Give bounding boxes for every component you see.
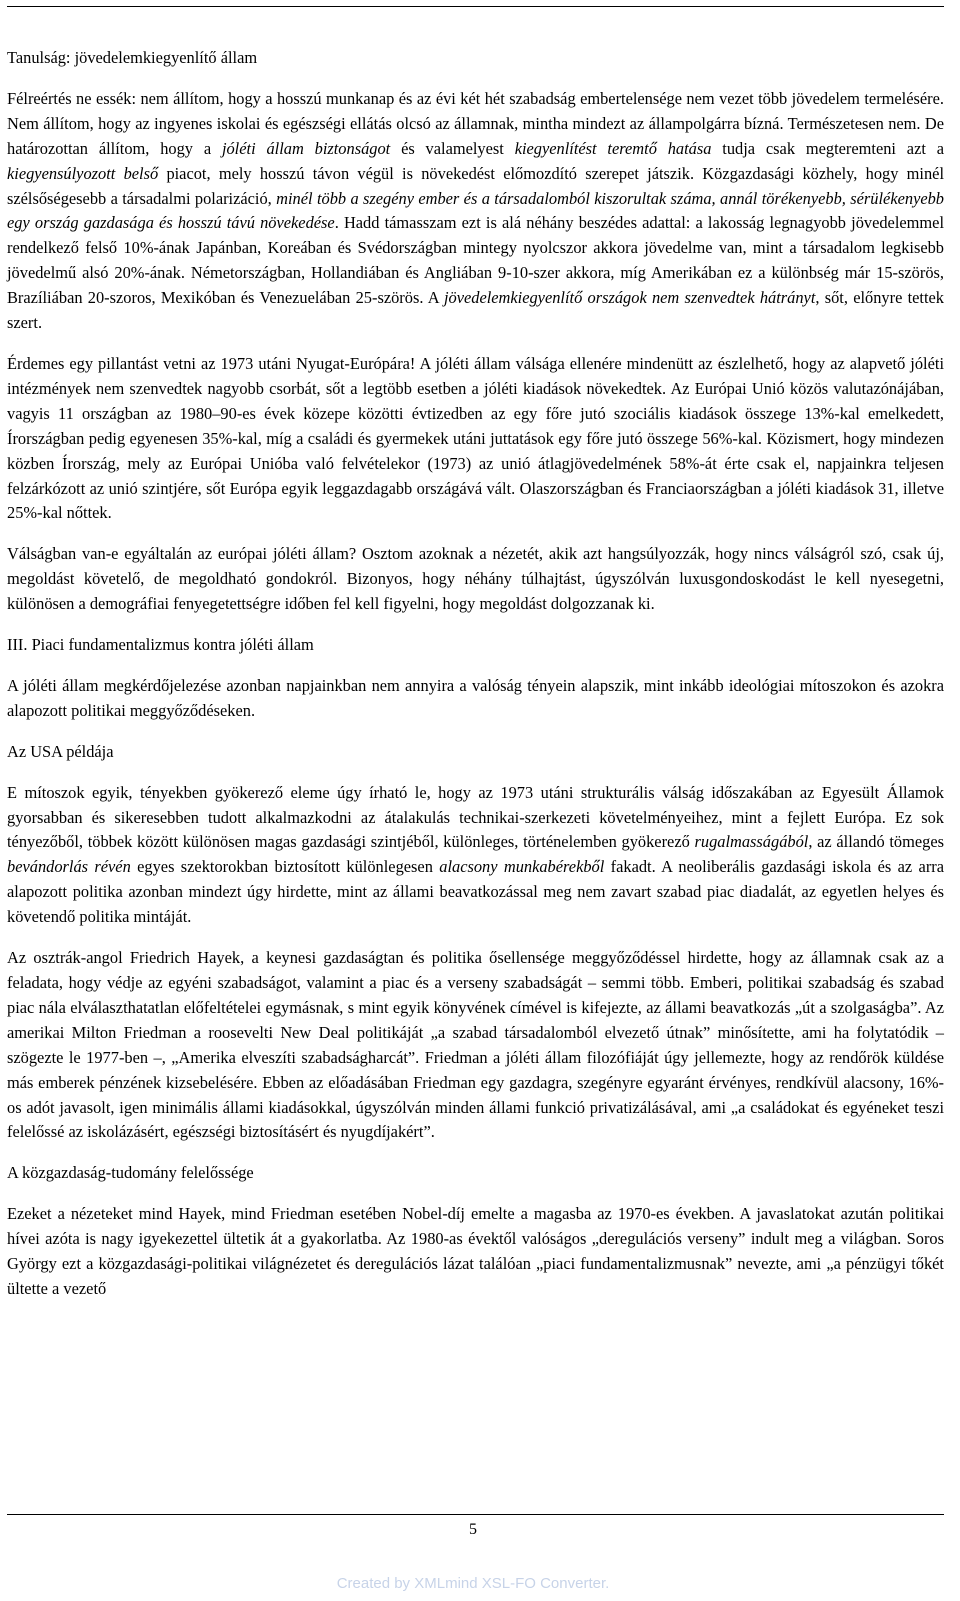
text-run: tudja csak megteremteni azt a xyxy=(711,138,945,158)
text-run: A jóléti állam megkérdőjelezése azonban napjainkban nem annyira a valóság tényein alapszik, mint inkább ideológiai mítoszokon és azokra alapozott politikai meggyőződéseken. xyxy=(7,675,944,720)
text-run: A közgazdaság-tudomány felelőssége xyxy=(7,1163,254,1183)
text-run: fakadt. A neoliberális gazdasági iskola és az arra alapozott politika azonban mindezt úgy hirdette, mint az állami beavatkozással meg nem zavart szabad piac diadalát, az egyetlen helyes és követendő politika mintáját. xyxy=(7,857,945,927)
emphasized-text: kiegyenlítést teremtő hatása xyxy=(514,138,712,158)
page-number: 5 xyxy=(469,1521,477,1538)
text-run: egyes szektorokban biztosított különlegesen xyxy=(130,857,440,877)
text-run: , az állandó tömeges xyxy=(808,832,944,852)
section-heading xyxy=(7,46,944,71)
emphasized-text: bevándorlás révén xyxy=(7,857,131,877)
section-heading xyxy=(7,1161,944,1186)
emphasized-text: alacsony munkabérekből xyxy=(439,857,605,877)
emphasized-text: jövedelemkiegyenlítő országok nem szenvedtek hátrányt xyxy=(443,288,816,308)
emphasized-text: kiegyensúlyozott belső xyxy=(7,163,159,183)
section-heading xyxy=(7,740,944,765)
text-run: piacot, mely hosszú távon végül is növekedést előmozdító szerepet játszik. Közgazdasági közhely, hogy minél szélsőségesebb a társadalmi polarizáció, xyxy=(7,163,944,208)
body-paragraph xyxy=(7,946,944,1145)
body-paragraph xyxy=(7,781,944,930)
emphasized-text: minél több a szegény ember és a társadalomból kiszorultak száma, annál törékenyebb, sérülékenyebb egy ország gazdasága és hosszú távú növekedése xyxy=(7,188,945,233)
body-paragraph xyxy=(7,674,944,724)
text-run: és valamelyest xyxy=(390,138,515,158)
footer-rule xyxy=(7,1514,944,1515)
body-paragraph xyxy=(7,1202,944,1302)
text-run: . Hadd támasszam ezt is alá néhány beszédes adattal: a lakosság legnagyobb jövedelemmel rendelkező felső 10%-ának Japánban, Koreában és Svédországban mintegy nyolcszor akkora jövedelme van, mint a társadalom legkisebb jövedelmű alsó 20%-ának. Németországban, Hollandiában és Angliában 9-10-szer akkora, míg Amerikában ez a különbség már 15-szörös, Brazíliában 20-szoros, Mexikóban és Venezuelában 25-szörös. A xyxy=(7,213,944,308)
text-run: Félreértés ne essék: nem állítom, hogy a hosszú munkanap és az évi két hét szabadság embertelensége nem vezet több jövedelem termelésére. Nem állítom, hogy az ingyenes iskolai és egészségi ellátás olcsó az államnak, mintha mindezt az állampolgárra bízná. Természetesen nem. De határozottan állítom, hogy a xyxy=(7,88,944,158)
emphasized-text: jóléti állam biztonságot xyxy=(221,138,391,158)
text-run: Válságban van-e egyáltalán az európai jóléti állam? Osztom azoknak a nézetét, akik azt hangsúlyozzák, hogy nincs válságról szó, csak új, megoldást követelő, de megoldható gondokról. Bizonyos, hogy néhány túlhajtást, úgyszólván luxusgondoskodást le kell nyesegetni, különösen a demográfiai fenyegetettségre időben fel kell figyelni, hogy megoldást dolgozzanak ki. xyxy=(7,544,944,614)
section-heading xyxy=(7,633,944,658)
text-run: Érdemes egy pillantást vetni az 1973 utáni Nyugat-Európára! A jóléti állam válsága ellenére mindenütt az észlelhető, hogy az alapvető jóléti intézmények nem szenvedtek nagyobb csorbát, sőt a legtöbb esetben a jóléti kiadások növekedtek. Az Európai Unió közös valutazónájában, vagyis 11 országban az 1980–90-es évek közepe közötti évtizedben az egy főre jutó szociális kiadások összege 13%-kal emelkedett, Írországban pedig egyenesen 35%-kal, míg a családi és gyermekek utáni juttatások egy főre jutó összege 56%-kal. Közismert, hogy mindezen közben Írország, mely az Európai Unióba való felvételekor (1973) az unió átlagjövedelmének 58%-át érte csak el, napjainkra teljesen felzárkózott az unió szintjére, sőt Európa egyik leggazdagabb országává vált. Olaszországban és Franciaországban a jóléti kiadások 31, illetve 25%-kal nőttek. xyxy=(7,353,944,523)
emphasized-text: rugalmasságából xyxy=(694,832,809,852)
text-run: Ezeket a nézeteket mind Hayek, mind Friedman esetében Nobel-díj emelte a magasba az 1970-es években. A javaslatokat azután politikai hívei azóta is nagy igyekezettel ültetik át a gyakorlatba. Az 1980-as évektől valóságos „deregulációs verseny” indult meg a világban. Soros György ezt a közgazdasági-politikai világnézetet és deregulációs lázat találóan „piaci fundamentalizmusnak” nevezte, ami „a pénzügyi tőkét ültette a vezető xyxy=(7,1204,944,1298)
text-run: E mítoszok egyik, tényekben gyökerező eleme úgy írható le, hogy az 1973 utáni strukturális válság időszakában az Egyesült Államok gyorsabban és sikeresebben tudott alkalmazkodni az átalakulás technikai-szerkezeti követelményeihez, mint a fejlett Európa. Ez sok tényezőből, többek között különösen magas gazdasági szintjéből, különleges, történelemben gyökerező xyxy=(7,782,944,852)
text-run: Az USA példája xyxy=(7,741,114,761)
body-paragraph xyxy=(7,542,944,617)
generator-watermark: Created by XMLmind XSL-FO Converter. xyxy=(336,1575,610,1592)
text-run: Tanulság: jövedelemkiegyenlítő állam xyxy=(7,48,258,67)
text-run: , sőt, előnyre tettek szert. xyxy=(7,288,944,333)
body-paragraph xyxy=(7,352,944,526)
header-rule xyxy=(7,6,944,7)
text-run: Az osztrák-angol Friedrich Hayek, a keynesi gazdaságtan és politika ősellensége meggyőződéssel hirdette, hogy az államnak csak az a feladata, hogy védje az egyéni szabadságot, valamint a piac és a verseny szabadságát – semmi több. Emberi, politikai szabadság és szabad piac nála elválaszthatatlan előfeltételei egymásnak, s mint egyik könyvének címével is kifejezte, az állami beavatkozás „út a szolgaságba”. Az amerikai Milton Friedman a roosevelti New Deal politikáját „a szabad társadalomból elvezető útnak” minősítette, ami ha folytatódik – szögezte le 1977-ben –, „Amerika elveszíti szabadságharcát”. Friedman a jóléti állam filozófiáját úgy jellemezte, hogy az rendőrök küldése más emberek pénzének kizsebelésére. Ebben az előadásában Friedman egy gazdagra, szegényre egyaránt érvényes, rendkívül alacsony, 16%-os adót javasolt, igen minimális állami kiadásokkal, úgyszólván minden állami funkció privatizálásával, ami „a családokat és egyéneket teszi felelőssé az iskolázásért, egészségi biztosításért és nyugdíjakért”. xyxy=(7,948,944,1142)
document-body xyxy=(7,46,944,1318)
text-run: III. Piaci fundamentalizmus kontra jóléti állam xyxy=(7,635,314,655)
body-paragraph xyxy=(7,87,944,336)
